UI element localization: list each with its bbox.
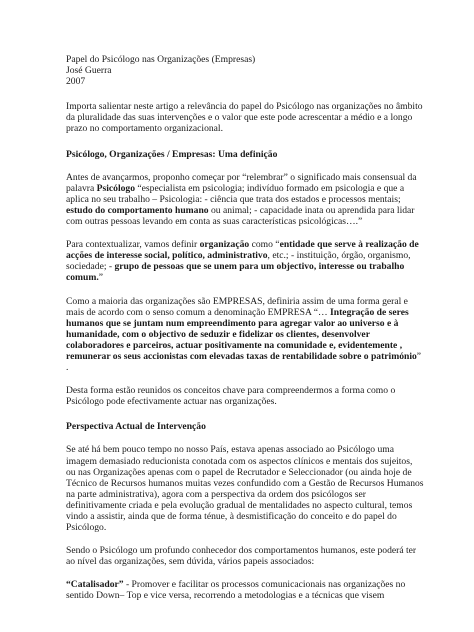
document-meta [66,54,424,87]
bold-run: entidade que serve à realização de acções de interesse social, político, administrativo [66,239,419,262]
text-run: Para contextualizar, vamos definir [66,239,200,251]
text-run: “especialista em psicologia; indivíduo formado em psicologia e que a aplica no seu trabalho – Psicologia: - ciência que trata dos estados e processos mentais; [66,182,405,205]
text-run: ” [98,272,104,284]
paragraph-organizacao-definition [66,239,424,283]
text-run: - Promover e facilitar os processos comunicacionais nas organizações no sentido Down– Top e vice versa, recorrendo a metodologias e a técnicas que visem [66,579,406,602]
bold-run: Integração de seres humanos que se juntam num empreendimento para agregar valor ao universo e à humanidade, com o objectivo de seduzir e fidelizar os clientes, desenvolver colaboradores e parceiros, actuar positivamente na comunidade e, evidentemente , remunerar os seus accionistas com elevadas taxas de rentabilidade sobre o património [66,306,417,362]
text-run: ” . [66,350,422,374]
paragraph-papeis: Sendo o Psicólogo um profundo conhecedor dos comportamentos humanos, este poderá ter ao nível das organizações, sem dúvida, vários papeis associados: [66,545,417,568]
text-run: como “ [249,239,280,251]
paragraph-empresa-definition [66,296,424,374]
document-year: 2007 [66,76,86,88]
bold-run: “Catalisador” [66,579,124,591]
text-run: ou animal; - capacidade inata ou aprendida para lidar com outras pessoas levando em conta as suas características psicológicas….” [66,204,415,228]
intro-paragraph: Importa salientar neste artigo a relevância do papel do Psicólogo nas organizações no âmbito da pluralidade das suas intervenções e o valor que este pode acrescentar a médio e a longo prazo no comportamento organizacional. [66,101,423,135]
paragraph-psicologo-definition [66,172,424,227]
bold-run: Psicólogo [96,182,136,194]
text-run: Como a maioria das organizações são EMPRESAS, definiria assim de uma forma geral e mais de acordo com o senso comum a denominação EMPRESA “… [66,295,408,318]
paragraph-perspectiva: Se até há bem pouco tempo no nosso País, estava apenas associado ao Psicólogo uma imagem demasiado reducionista conotada com os aspectos clínicos e mentais dos sujeitos, ou nas Organizações apenas com o papel de Recrutador e Seleccionador (ou ainda hoje de Técnico de Recursos humanos muitas vezes confundido com a Gestão de Recursos Humanos na parte administrativa), agora com a perspectiva da ordem dos psicólogos ser definitivamente criada e pela evolução gradual de mentalidades no aspecto cultural, temos vindo a assistir, ainda que de forma ténue, à desmistificação do conceito e do papel do Psicólogo. [66,444,424,534]
paragraph-catalisador [66,579,424,601]
bold-run: grupo de pessoas que se unem para um objectivo, interesse ou trabalho comum. [66,261,405,284]
document-title: Papel do Psicólogo nas Organizações (Empresas) [66,54,256,65]
bold-run: organização [199,239,250,251]
section-heading-definition: Psicólogo, Organizações / Empresas: Uma definição [66,148,278,160]
section-heading-perspectiva: Perspectiva Actual de Intervenção [66,421,206,433]
document-author: José Guerra [66,65,112,77]
paragraph-summary: Desta forma estão reunidos os conceitos chave para compreendermos a forma como o Psicólogo pode efectivamente actuar nas organizações. [66,385,396,408]
text-run: , etc.; - instituição, órgão, organismo, sociedade; - [66,250,411,273]
bold-run: estudo do comportamento humano [66,204,209,216]
text-run: Antes de avançarmos, proponho começar por “relembrar” o significado mais consensual da palavra [66,171,417,194]
